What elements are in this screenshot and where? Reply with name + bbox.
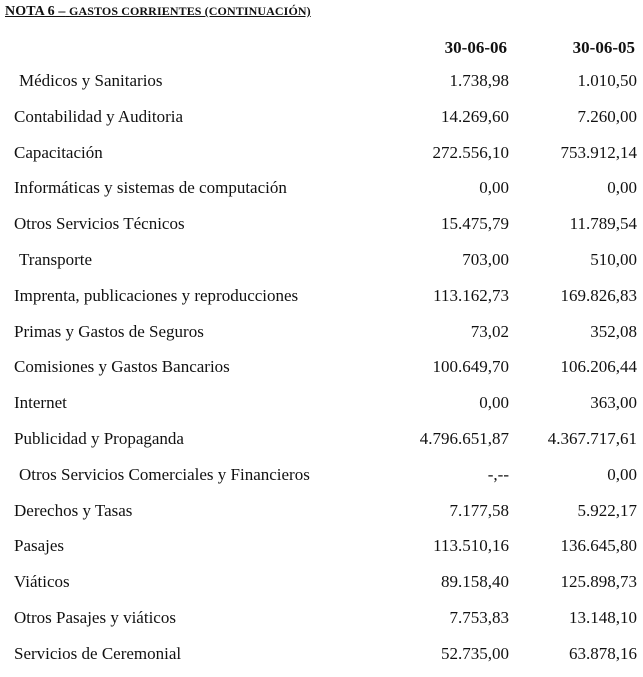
table-row [0,283,643,319]
value-2005: 0,00 [607,178,637,198]
value-2005: 63.878,16 [569,643,637,663]
row-label: Contabilidad y Auditoria [14,106,184,126]
value-2006: 272.556,10 [432,142,509,162]
table-row [0,211,643,247]
value-2006: 0,00 [479,178,509,198]
value-2006: 52.735,00 [441,643,509,663]
table-row [0,68,643,104]
value-2006: 113.510,16 [433,536,509,556]
value-2005: 106.206,44 [560,357,637,377]
value-2006: 113.162,73 [433,285,509,305]
page-title [5,4,311,20]
row-label: Servicios de Ceremonial [14,643,182,663]
table-row [0,426,643,462]
table-row [0,390,643,426]
row-label: Pasajes [14,536,65,556]
value-2006: -,-- [487,464,509,484]
value-2006: 15.475,79 [441,214,509,234]
table-row [0,140,643,176]
row-label: Otros Servicios Comerciales y Financieros [19,464,310,484]
value-2005: 169.826,83 [560,285,637,305]
row-label: Otros Pasajes y viáticos [14,607,176,627]
column-header-2005: 30-06-05 [572,38,635,57]
expense-table [0,68,643,677]
table-row [0,569,643,605]
row-label: Otros Servicios Técnicos [14,214,185,234]
value-2005: 753.912,14 [560,142,637,162]
row-label: Capacitación [14,142,103,162]
value-2005: 352,08 [590,321,637,341]
value-2006: 89.158,40 [441,572,509,592]
table-row [0,354,643,390]
row-label: Imprenta, publicaciones y reproducciones [14,285,299,305]
value-2005: 5.922,17 [577,500,637,520]
title-nota: NOTA 6 – [5,4,66,19]
value-2005: 136.645,80 [560,536,637,556]
table-row [0,498,643,534]
value-2005: 13.148,10 [569,607,637,627]
row-label: Comisiones y Gastos Bancarios [14,357,230,377]
value-2005: 11.789,54 [569,214,637,234]
row-label: Transporte [19,249,93,269]
row-label: Internet [14,393,67,413]
table-row [0,175,643,211]
table-row [0,605,643,641]
value-2006: 4.796.651,87 [419,428,509,448]
row-label: Derechos y Tasas [14,500,133,520]
value-2005: 0,00 [607,464,637,484]
value-2005: 363,00 [590,393,637,413]
table-row [0,533,643,569]
value-2005: 4.367.717,61 [547,428,637,448]
value-2005: 7.260,00 [577,106,637,126]
title-text: GASTOS CORRIENTES (CONTINUACIÓN) [69,4,311,18]
column-header-2006: 30-06-06 [444,38,507,57]
row-label: Médicos y Sanitarios [19,71,163,90]
table-row [0,247,643,283]
value-2006: 7.177,58 [449,500,509,520]
value-2006: 703,00 [462,249,509,269]
value-2006: 14.269,60 [441,106,509,126]
table-row [0,462,643,498]
value-2006: 73,02 [470,321,509,341]
table-row [0,104,643,140]
row-label: Viáticos [14,572,70,592]
value-2006: 7.753,83 [449,607,509,627]
row-label: Publicidad y Propaganda [14,428,184,448]
value-2006: 100.649,70 [432,357,509,377]
value-2005: 510,00 [590,249,637,269]
value-2005: 1.010,50 [577,71,637,90]
value-2006: 1.738,98 [449,71,509,90]
row-label: Informáticas y sistemas de computación [14,178,287,198]
table-row [0,319,643,355]
value-2006: 0,00 [479,393,509,413]
table-row [0,641,643,677]
value-2005: 125.898,73 [560,572,637,592]
row-label: Primas y Gastos de Seguros [14,321,204,341]
